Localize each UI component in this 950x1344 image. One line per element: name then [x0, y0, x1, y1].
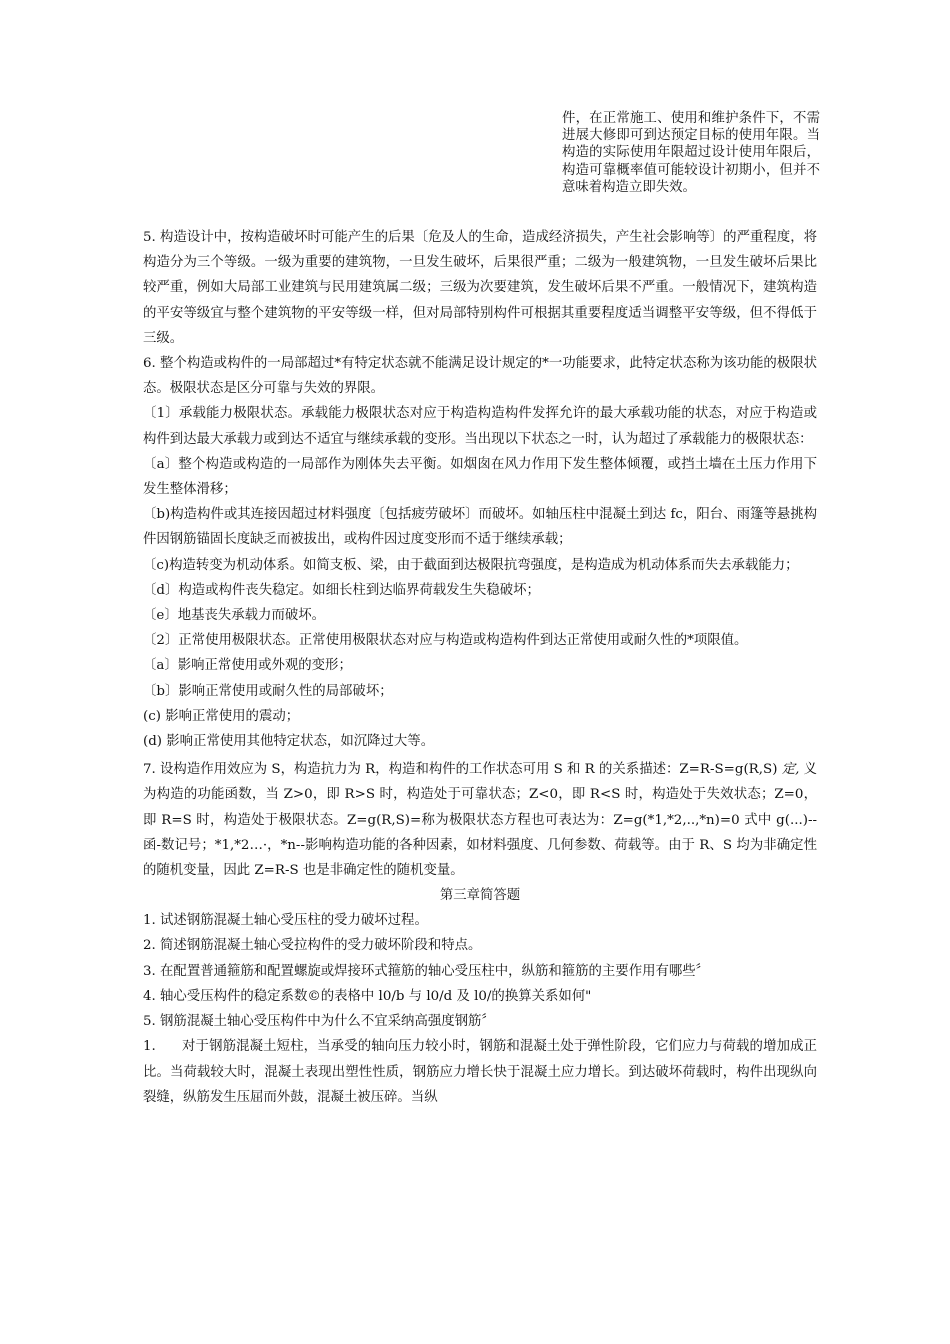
document-body	[143, 225, 817, 1110]
item-7-text-italic: 定,	[781, 762, 800, 778]
question-3: 3. 在配置普通箍筋和配置螺旋或焊接环式箍筋的轴心受压柱中，纵筋和箍筋的主要作用有哪些〞	[143, 963, 710, 979]
item-7-paragraph	[143, 757, 817, 883]
question-5: 5. 钢筋混凝土轴心受压构件中为什么不宜采纳高强度钢筋〞	[143, 1014, 495, 1030]
ultimate-item-d: 〔d〕构造或构件丧失稳定。如细长柱到达临界荷载发生失稳破坏；	[143, 582, 540, 598]
serviceability-item-b: 〔b〕影响正常使用或耐久性的局部破坏；	[143, 683, 393, 699]
item-7-text-a: 7. 设构造作用效应为 S，构造抗力为 R，构造和构件的工作状态可用 S 和 R 的关系描述：Z=R-S=g(R,S)	[143, 762, 782, 778]
serviceability-item-a: 〔a〕影响正常使用或外观的变形；	[143, 658, 352, 674]
question-1: 1. 试述钢筋混凝土轴心受压柱的受力破坏过程。	[143, 913, 428, 929]
item-5-paragraph: 5. 构造设计中，按构造破坏时可能产生的后果〔危及人的生命，造成经济损失，产生社会影响等〕的严重程度，将构造分为三个等级。一级为重要的建筑物，一旦发生破坏，后果很严重；二级为一般建筑物，一旦发生破坏后果比较严重，例如大局部工业建筑与民用建筑属二级；三级为次要建筑，发生破坏后果不严重。一般情况下，建筑构造的平安等级宜与整个建筑物的平安等级一样，但对局部特别构件可根据其重要程度适当调整平安等级，但不得低于三级。	[143, 230, 817, 346]
ultimate-item-b: 〔b)构造构件或其连接因超过材料强度〔包括疲劳破坏〕而破坏。如轴压柱中混凝土到达 fc，阳台、雨篷等悬挑构件因钢筋锚固长度缺乏而被拔出，或构件因过度变形而不适于继续承载；	[143, 507, 817, 548]
serviceability-item-c: (c) 影响正常使用的震动；	[143, 708, 300, 724]
question-2: 2. 简述钢筋混凝土轴心受拉构件的受力破坏阶段和特点。	[143, 938, 482, 954]
ultimate-limit-state-paragraph: 〔1〕承载能力极限状态。承载能力极限状态对应于构造构造构件发挥允许的最大承载功能的状态，对应于构造或构件到达最大承载力或到达不适宜与继续承载的变形。当出现以下状态之一时，认为超过了承载能力的极限状态：	[143, 406, 817, 447]
serviceability-item-d: (d) 影响正常使用其他特定状态，如沉降过大等。	[143, 734, 435, 750]
item-7-text-b: 义为构造的功能函数，当 Z>0，即 R>S 时，构造处于可靠状态；Z<0，即 R<S 时，构造处于失效状态；Z=0，即 R=S 时，构造处于极限状态。Z=g(R,S)=称为极限状态方程也可表达为：Z=g(*1,*2,..,*n)=0 式中 g(...)--函-数记号；*1,*2…·，*n--影响构造功能的各种因素，如材料强度、几何参数、荷载等。由于 R、S 均为非确定性的随机变量，因此 Z=R-S 也是非确定性的随机变量。	[143, 762, 817, 879]
question-4: 4. 轴心受压构件的稳定系数©的表格中 l0/b 与 l0/d 及 l0/的换算关系如何"	[143, 988, 592, 1004]
serviceability-limit-state-paragraph: 〔2〕正常使用极限状态。正常使用极限状态对应与构造或构造构件到达正常使用或耐久性的*项限值。	[143, 633, 748, 649]
answer-1-paragraph: 1. 对于钢筋混凝土短柱，当承受的轴向压力较小时，钢筋和混凝土处于弹性阶段，它们应力与荷载的增加成正比。当荷载较大时，混凝土表现出塑性性质，钢筋应力增长快于混凝土应力增长。到达破坏荷载时，构件出现纵向裂缝，纵筋发生压屈而外鼓，混凝土被压碎。当纵	[143, 1039, 817, 1105]
chapter-title: 第三章简答题	[439, 888, 521, 904]
item-6-paragraph: 6. 整个构造或构件的一局部超过*有特定状态就不能满足设计规定的*一功能要求，此特定状态称为该功能的极限状态。极限状态是区分可靠与失效的界限。	[143, 356, 817, 397]
ultimate-item-e: 〔e〕地基丧失承载力而破坏。	[143, 608, 326, 624]
ultimate-item-a: 〔a〕整个构造或构造的一局部作为刚体失去平衡。如烟囱在风力作用下发生整体倾覆，或挡土墙在土压力作用下发生整体滑移；	[143, 456, 817, 498]
ultimate-item-c: 〔c)构造转变为机动体系。如简支板、梁，由于截面到达极限抗弯强度，是构造成为机动体系而失去承载能力；	[143, 557, 799, 573]
side-note-paragraph: 件，在正常施工、使用和维护条件下，不需进展大修即可到达预定目标的使用年限。当构造的实际使用年限超过设计使用年限后，构造可靠概率值可能较设计初期小，但并不意味着构造立即失效。	[562, 111, 820, 195]
